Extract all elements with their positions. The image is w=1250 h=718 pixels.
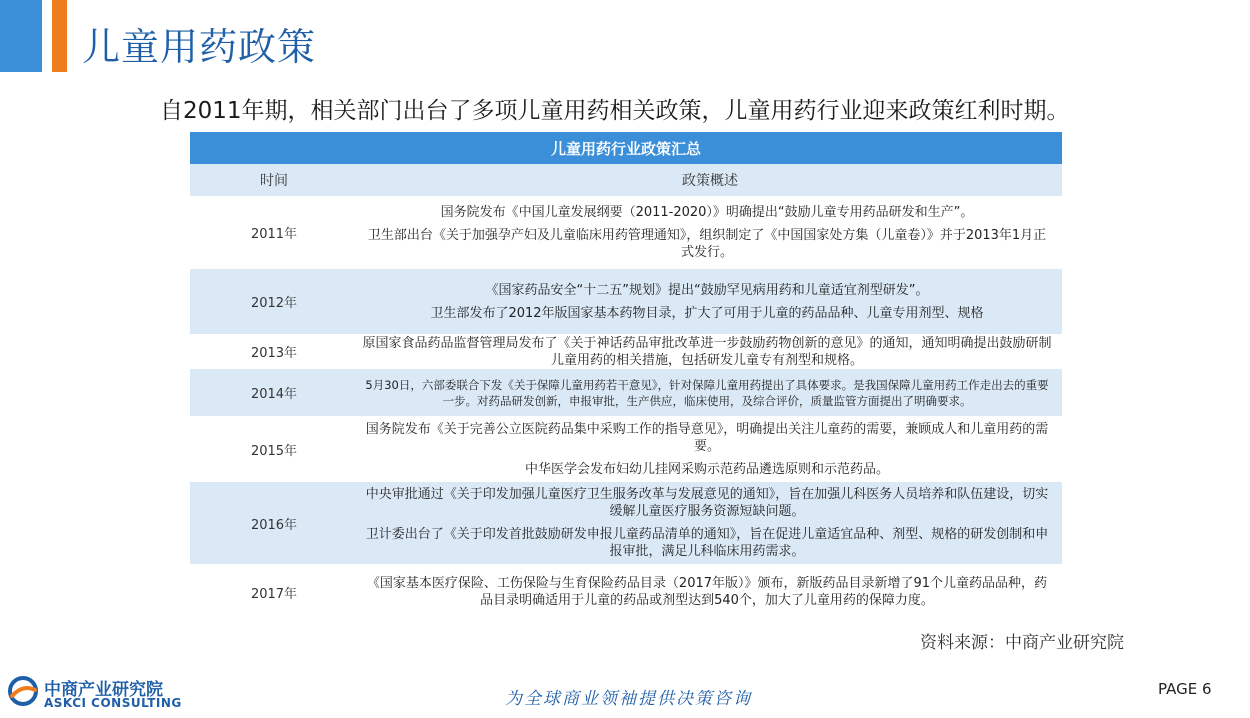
policy-item: 中华医学会发布妇幼儿挂网采购示范药品遴选原则和示范药品。 [524,461,889,477]
table-title: 儿童用药行业政策汇总 [190,132,1062,164]
row-description [358,416,1062,482]
column-summary-header: 政策概述 [682,173,738,189]
row-year: 2011年 [250,227,298,242]
row-year: 2014年 [250,387,298,402]
table-row [190,564,1062,620]
row-description [358,334,1062,369]
page-subtitle: 自2011年期，相关部门出台了多项儿童用药相关政策，儿童用药行业迎来政策红利时期。 [160,98,1070,124]
policy-item: 国务院发布《关于完善公立医院药品集中采购工作的指导意见》，明确提出关注儿童药的需要，兼顾成人和儿童用药的需要。 [365,421,1049,454]
policy-item: 《国家基本医疗保险、工伤保险与生育保险药品目录（2017年版）》颁布，新版药品目录新增了91个儿童药品品种，药品目录明确适用于儿童的药品或剂型达到540个，加大了儿童用药的保障力度。 [366,576,1048,608]
row-year: 2017年 [250,586,298,602]
company-logo [8,672,208,712]
policy-item: 国务院发布《中国儿童发展纲要（2011-2020）》明确提出“鼓励儿童专用药品研发和生产”。 [440,205,974,220]
table-row [190,269,1062,334]
policy-item: 卫生部发布了2012年版国家基本药物目录，扩大了可用于儿童的药品品种、儿童专用剂型、规格 [430,305,984,321]
logo-mark-icon [8,676,38,706]
policy-item: 中央审批通过《关于印发加强儿童医疗卫生服务改革与发展意见的通知》，旨在加强儿科医务人员培养和队伍建设，切实缓解儿童医疗服务资源短缺问题。 [365,487,1049,519]
row-year: 2015年 [250,443,298,459]
row-description [358,196,1062,269]
header-accent-bar-blue [0,0,42,72]
page-title: 儿童用药政策 [82,25,317,69]
row-year: 2016年 [250,517,298,533]
table-row [190,196,1062,269]
table-column-header [190,164,1062,196]
column-time-header: 时间 [260,173,288,189]
policy-item: 卫计委出台了《关于印发首批鼓励研发申报儿童药品清单的通知》，旨在促进儿童适宜品种、剂型、规格的研发创制和申报审批，满足儿科临床用药需求。 [365,527,1049,559]
logo-name-cn: 中商产业研究院 [44,680,163,700]
policy-item: 《国家药品安全“十二五”规划》提出“鼓励罕见病用药和儿童适宜剂型研发”。 [485,282,929,298]
row-description [358,369,1062,416]
policy-item: 卫生部出台《关于加强孕产妇及儿童临床用药管理通知》，组织制定了《中国国家处方集（儿童卷）》并于2013年1月正式发行。 [367,228,1047,260]
row-description [358,564,1062,620]
row-description [358,482,1062,564]
policy-item: 原国家食品药品监督管理局发布了《关于神话药品审批改革进一步鼓励药物创新的意见》的通知，通知明确提出鼓励研制儿童用药的相关措施，包括研发儿童专有剂型和规格。 [362,335,1052,368]
table-row [190,334,1062,369]
table-row [190,482,1062,564]
row-year: 2013年 [250,346,298,361]
table-row [190,369,1062,416]
policy-table [190,132,1062,620]
header-accent-bar-orange [52,0,67,72]
row-year: 2012年 [250,296,298,311]
footer-slogan: 为全球商业领袖提供决策咨询 [505,689,752,709]
logo-name-en: ASKCI CONSULTING [44,696,182,710]
row-description [358,269,1062,334]
table-row [190,416,1062,482]
data-source: 资料来源：中商产业研究院 [920,633,1124,653]
policy-item: 5月30日，六部委联合下发《关于保障儿童用药若干意见》，针对保障儿童用药提出了具体要求。是我国保障儿童用药工作走出去的重要一步。对药品研发创新，申报审批，生产供应，临床使用，及综合评价，质量监管方面提出了明确要求。 [365,377,1049,408]
page-number: PAGE 6 [1158,680,1212,698]
